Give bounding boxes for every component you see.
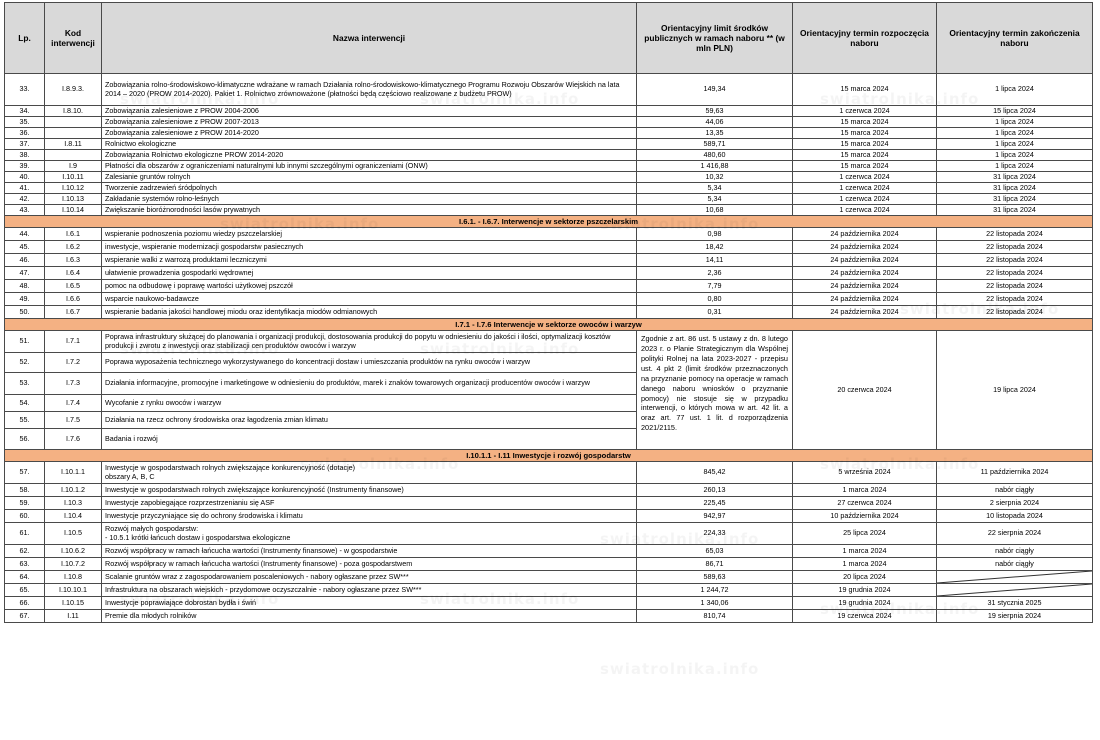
cell-lp: 63. bbox=[5, 558, 45, 571]
cell-lp: 35. bbox=[5, 117, 45, 128]
table-row bbox=[5, 510, 1093, 523]
cell-nazwa: pomoc na odbudowę i poprawę wartości użytkowej pszczół bbox=[102, 280, 637, 293]
cell-start: 1 czerwca 2024 bbox=[793, 183, 937, 194]
cell-nazwa-line: Rozwój małych gospodarstw: bbox=[105, 523, 199, 533]
cell-limit: 480,60 bbox=[637, 150, 793, 161]
header-limit: Orientacyjny limit środków publicznych w ramach naboru ** (w mln PLN) bbox=[637, 3, 793, 74]
table-row bbox=[5, 306, 1093, 319]
cell-limit: 10,32 bbox=[637, 172, 793, 183]
cell-lp: 40. bbox=[5, 172, 45, 183]
cell-lp: 50. bbox=[5, 306, 45, 319]
cell-lp: 53. bbox=[5, 373, 45, 395]
cell-kod: I.7.1 bbox=[45, 331, 102, 353]
header-kod: Kod interwencji bbox=[45, 3, 102, 74]
table-row bbox=[5, 139, 1093, 150]
cell-nazwa bbox=[102, 610, 637, 623]
cell-start: 24 października 2024 bbox=[793, 241, 937, 254]
cell-lp: 41. bbox=[5, 183, 45, 194]
cell-limit: 1 340,06 bbox=[637, 597, 793, 610]
cell-nazwa: Płatności dla obszarów z ograniczeniami naturalnymi lub innymi szczególnymi ograniczeniami (ONW) bbox=[102, 161, 637, 172]
cell-start: 24 października 2024 bbox=[793, 306, 937, 319]
cell-nazwa: Zakładanie systemów rolno-leśnych bbox=[102, 194, 637, 205]
cell-limit: 0,31 bbox=[637, 306, 793, 319]
cell-kod: I.10.15 bbox=[45, 597, 102, 610]
cell-limit: 7,79 bbox=[637, 280, 793, 293]
cell-lp: 57. bbox=[5, 462, 45, 484]
table-row bbox=[5, 497, 1093, 510]
cell-kod: I.6.6 bbox=[45, 293, 102, 306]
cell-nazwa: Wycofanie z rynku owoców i warzyw bbox=[102, 395, 637, 412]
cell-nazwa: wspieranie walki z warrozą produktami leczniczymi bbox=[102, 254, 637, 267]
cell-nazwa bbox=[102, 584, 637, 597]
cell-lp: 42. bbox=[5, 194, 45, 205]
cell-end: 22 listopada 2024 bbox=[937, 228, 1093, 241]
cell-nazwa bbox=[102, 484, 637, 497]
cell-limit: 1 244,72 bbox=[637, 584, 793, 597]
cell-end: 31 stycznia 2025 bbox=[937, 597, 1093, 610]
table-row bbox=[5, 584, 1093, 597]
cell-nazwa bbox=[102, 523, 637, 545]
cell-nazwa bbox=[102, 571, 637, 584]
cell-nazwa: Zalesianie gruntów rolnych bbox=[102, 172, 637, 183]
cell-nazwa bbox=[102, 497, 637, 510]
table-row bbox=[5, 183, 1093, 194]
table-row bbox=[5, 267, 1093, 280]
table-row bbox=[5, 484, 1093, 497]
cell-lp: 66. bbox=[5, 597, 45, 610]
interventions-table bbox=[4, 2, 1093, 623]
cell-lp: 61. bbox=[5, 523, 45, 545]
cell-start: 1 czerwca 2024 bbox=[793, 194, 937, 205]
cell-limit: 589,63 bbox=[637, 571, 793, 584]
table-row bbox=[5, 150, 1093, 161]
cell-end: 22 listopada 2024 bbox=[937, 293, 1093, 306]
table-row bbox=[5, 597, 1093, 610]
table-row bbox=[5, 161, 1093, 172]
cell-kod: I.7.2 bbox=[45, 353, 102, 373]
cell-nazwa: Zobowiązania Rolnictwo ekologiczne PROW 2014-2020 bbox=[102, 150, 637, 161]
cell-end: 31 lipca 2024 bbox=[937, 183, 1093, 194]
cell-nazwa: Zobowiązania zalesieniowe z PROW 2004-2006 bbox=[102, 106, 637, 117]
cell-limit: 942,97 bbox=[637, 510, 793, 523]
header-row bbox=[5, 3, 1093, 74]
cell-kod: I.10.12 bbox=[45, 183, 102, 194]
cell-end: 22 sierpnia 2024 bbox=[937, 523, 1093, 545]
cell-lp: 55. bbox=[5, 412, 45, 429]
cell-nazwa: Zwiększanie bioróżnorodności lasów prywatnych bbox=[102, 205, 637, 216]
cell-start: 19 grudnia 2024 bbox=[793, 597, 937, 610]
cell-kod: I.6.2 bbox=[45, 241, 102, 254]
cell-end: 22 listopada 2024 bbox=[937, 306, 1093, 319]
cell-kod: I.10.7.2 bbox=[45, 558, 102, 571]
cell-nazwa bbox=[102, 510, 637, 523]
cell-lp: 47. bbox=[5, 267, 45, 280]
cell-end: 11 października 2024 bbox=[937, 462, 1093, 484]
cell-lp: 54. bbox=[5, 395, 45, 412]
cell-lp: 48. bbox=[5, 280, 45, 293]
cell-lp: 58. bbox=[5, 484, 45, 497]
cell-nazwa-line: Infrastruktura na obszarach wiejskich - przydomowe oczyszczalnie - nabory ogłaszane przez SW*** bbox=[105, 584, 422, 594]
cell-limit: 810,74 bbox=[637, 610, 793, 623]
cell-nazwa: Działania informacyjne, promocyjne i marketingowe w odniesieniu do produktów, marek i znaków towarowych organizacji producentów owoców i warzyw bbox=[102, 373, 637, 395]
cell-kod bbox=[45, 128, 102, 139]
cell-start: 19 grudnia 2024 bbox=[793, 584, 937, 597]
cell-kod: I.10.5 bbox=[45, 523, 102, 545]
section-title: I.6.1. - I.6.7. Interwencje w sektorze pszczelarskim bbox=[5, 216, 1093, 228]
cell-start: 1 czerwca 2024 bbox=[793, 172, 937, 183]
cell-end: nabór ciągły bbox=[937, 545, 1093, 558]
cell-start: 1 marca 2024 bbox=[793, 484, 937, 497]
cell-nazwa-line: Inwestycje przyczyniające się do ochrony środowiska i klimatu bbox=[105, 510, 303, 520]
cell-kod: I.6.3 bbox=[45, 254, 102, 267]
table-row bbox=[5, 331, 1093, 353]
cell-kod: I.10.11 bbox=[45, 172, 102, 183]
cell-end: nabór ciągły bbox=[937, 484, 1093, 497]
cell-lp: 44. bbox=[5, 228, 45, 241]
cell-start: 24 października 2024 bbox=[793, 293, 937, 306]
cell-nazwa: Zobowiązania zalesieniowe z PROW 2007-2013 bbox=[102, 117, 637, 128]
cell-kod bbox=[45, 117, 102, 128]
cell-nazwa bbox=[102, 597, 637, 610]
cell-kod: I.11 bbox=[45, 610, 102, 623]
cell-end: 2 sierpnia 2024 bbox=[937, 497, 1093, 510]
cell-limit: 1 416,88 bbox=[637, 161, 793, 172]
cell-lp: 33. bbox=[5, 74, 45, 106]
cell-start: 24 października 2024 bbox=[793, 254, 937, 267]
cell-limit: 224,33 bbox=[637, 523, 793, 545]
cell-start: 24 października 2024 bbox=[793, 267, 937, 280]
section-row bbox=[5, 216, 1093, 228]
cell-kod: I.10.13 bbox=[45, 194, 102, 205]
cell-nazwa-line: Premie dla młodych rolników bbox=[105, 610, 197, 620]
cell-nazwa-line: Rozwój współpracy w ramach łańcucha wartości (Instrumenty finansowe) - poza gospodarstwem bbox=[105, 558, 413, 568]
cell-end: 1 lipca 2024 bbox=[937, 74, 1093, 106]
cell-nazwa: wspieranie badania jakości handlowej miodu oraz identyfikacja miodów odmianowych bbox=[102, 306, 637, 319]
cell-end: 1 lipca 2024 bbox=[937, 117, 1093, 128]
cell-lp: 45. bbox=[5, 241, 45, 254]
table-row bbox=[5, 172, 1093, 183]
cell-limit: 845,42 bbox=[637, 462, 793, 484]
cell-kod: I.10.3 bbox=[45, 497, 102, 510]
cell-lp: 34. bbox=[5, 106, 45, 117]
cell-end: 31 lipca 2024 bbox=[937, 194, 1093, 205]
cell-start: 15 marca 2024 bbox=[793, 161, 937, 172]
cell-start: 24 października 2024 bbox=[793, 228, 937, 241]
cell-end: 31 lipca 2024 bbox=[937, 172, 1093, 183]
cell-limit: 10,68 bbox=[637, 205, 793, 216]
cell-end-empty bbox=[937, 571, 1093, 584]
cell-nazwa: Rolnictwo ekologiczne bbox=[102, 139, 637, 150]
cell-start: 1 marca 2024 bbox=[793, 545, 937, 558]
table-row bbox=[5, 462, 1093, 484]
cell-nazwa: inwestycje, wspieranie modernizacji gospodarstw pasiecznych bbox=[102, 241, 637, 254]
cell-limit: 13,35 bbox=[637, 128, 793, 139]
cell-kod: I.10.1.2 bbox=[45, 484, 102, 497]
cell-start: 15 marca 2024 bbox=[793, 117, 937, 128]
cell-start: 15 marca 2024 bbox=[793, 139, 937, 150]
section-title: I.10.1.1 - I.11 Inwestycje i rozwój gospodarstw bbox=[5, 450, 1093, 462]
header-end: Orientacyjny termin zakończenia naboru bbox=[937, 3, 1093, 74]
section-row bbox=[5, 450, 1093, 462]
cell-end: 22 listopada 2024 bbox=[937, 267, 1093, 280]
cell-nazwa: Tworzenie zadrzewień śródpolnych bbox=[102, 183, 637, 194]
cell-nazwa: Działania na rzecz ochrony środowiska oraz łagodzenia zmian klimatu bbox=[102, 412, 637, 429]
cell-kod bbox=[45, 150, 102, 161]
cell-lp: 36. bbox=[5, 128, 45, 139]
cell-start: 24 października 2024 bbox=[793, 280, 937, 293]
cell-kod: I.9 bbox=[45, 161, 102, 172]
cell-kod: I.10.1.1 bbox=[45, 462, 102, 484]
cell-kod: I.8.10. bbox=[45, 106, 102, 117]
cell-limit: 65,03 bbox=[637, 545, 793, 558]
cell-start: 15 marca 2024 bbox=[793, 128, 937, 139]
cell-lp: 38. bbox=[5, 150, 45, 161]
watermark bbox=[600, 660, 759, 678]
cell-end-empty bbox=[937, 584, 1093, 597]
cell-nazwa-line: Inwestycje w gospodarstwach rolnych zwiększające konkurencyjność (Instrumenty finansowe) bbox=[105, 484, 404, 494]
section-title: I.7.1 - I.7.6 Interwencje w sektorze owoców i warzyw bbox=[5, 319, 1093, 331]
cell-limit: 14,11 bbox=[637, 254, 793, 267]
header-nazwa: Nazwa interwencji bbox=[102, 3, 637, 74]
cell-nazwa bbox=[102, 462, 637, 484]
cell-limit: 2,36 bbox=[637, 267, 793, 280]
cell-lp: 51. bbox=[5, 331, 45, 353]
cell-kod: I.7.4 bbox=[45, 395, 102, 412]
cell-kod: I.10.14 bbox=[45, 205, 102, 216]
cell-end: 1 lipca 2024 bbox=[937, 150, 1093, 161]
cell-lp: 37. bbox=[5, 139, 45, 150]
table-row bbox=[5, 228, 1093, 241]
cell-kod: I.7.6 bbox=[45, 429, 102, 450]
cell-kod: I.10.10.1 bbox=[45, 584, 102, 597]
cell-limit: 589,71 bbox=[637, 139, 793, 150]
cell-start: 27 czerwca 2024 bbox=[793, 497, 937, 510]
cell-lp: 39. bbox=[5, 161, 45, 172]
cell-kod: I.10.8 bbox=[45, 571, 102, 584]
cell-nazwa-line: Inwestycje poprawiające dobrostan bydła i świń bbox=[105, 597, 257, 607]
cell-lp: 64. bbox=[5, 571, 45, 584]
cell-start: 1 marca 2024 bbox=[793, 558, 937, 571]
cell-kod: I.8.11 bbox=[45, 139, 102, 150]
cell-kod: I.6.1 bbox=[45, 228, 102, 241]
cell-end: 15 lipca 2024 bbox=[937, 106, 1093, 117]
cell-start: 15 marca 2024 bbox=[793, 150, 937, 161]
cell-nazwa: Zobowiązania zalesieniowe z PROW 2014-2020 bbox=[102, 128, 637, 139]
table-row bbox=[5, 128, 1093, 139]
cell-limit: 260,13 bbox=[637, 484, 793, 497]
cell-nazwa: Zobowiązania rolno-środowiskowo-klimatyczne wdrażane w ramach Działania rolno-środowiskowo-klimatycznego Programu Rozwoju Obszarów Wiejskich na lata 2014 – 2020 (PROW 2014-2020). Pakiet 1. Rolnictwo zrównoważone (płatności będą częściowo realizowane z budżetu PROW) bbox=[102, 74, 637, 106]
cell-kod: I.7.5 bbox=[45, 412, 102, 429]
cell-lp: 62. bbox=[5, 545, 45, 558]
cell-lp: 60. bbox=[5, 510, 45, 523]
cell-lp: 52. bbox=[5, 353, 45, 373]
cell-nazwa: ułatwienie prowadzenia gospodarki wędrownej bbox=[102, 267, 637, 280]
cell-limit: 0,80 bbox=[637, 293, 793, 306]
cell-nazwa: wsparcie naukowo-badawcze bbox=[102, 293, 637, 306]
cell-nazwa-line: Rozwój współpracy w ramach łańcucha wartości (Instrumenty finansowe) - w gospodarstwie bbox=[105, 545, 398, 555]
cell-nazwa bbox=[102, 558, 637, 571]
cell-limit: 0,98 bbox=[637, 228, 793, 241]
cell-end: 10 listopada 2024 bbox=[937, 510, 1093, 523]
cell-lp: 65. bbox=[5, 584, 45, 597]
table-row bbox=[5, 254, 1093, 267]
cell-kod: I.8.9.3. bbox=[45, 74, 102, 106]
table-row bbox=[5, 205, 1093, 216]
table-row bbox=[5, 293, 1093, 306]
table-row bbox=[5, 610, 1093, 623]
cell-end: 19 sierpnia 2024 bbox=[937, 610, 1093, 623]
cell-nazwa: Badania i rozwój bbox=[102, 429, 637, 450]
cell-lp: 67. bbox=[5, 610, 45, 623]
cell-limit: 225,45 bbox=[637, 497, 793, 510]
cell-nazwa: wspieranie podnoszenia poziomu wiedzy pszczelarskiej bbox=[102, 228, 637, 241]
header-lp: Lp. bbox=[5, 3, 45, 74]
section-row bbox=[5, 319, 1093, 331]
cell-end: nabór ciągły bbox=[937, 558, 1093, 571]
cell-kod: I.7.3 bbox=[45, 373, 102, 395]
cell-limit-note: Zgodnie z art. 86 ust. 5 ustawy z dn. 8 lutego 2023 r. o Planie Strategicznym dla Wspólnej polityki Rolnej na lata 2023-2027 - przepisu ust. 4 pkt 2 (limit środków przeznaczonych na przyznanie pomocy na operacje w ramach danego naboru wniosków o przyznanie pomocy) nie stosuje się w przypadku interwencji, o których mowa w art. 42 lit. a oraz art. 77 ust. 1 lit. d rozporządzenia 2021/2115. bbox=[637, 331, 793, 450]
diagonal-strike bbox=[937, 584, 1092, 596]
cell-lp: 56. bbox=[5, 429, 45, 450]
table-body bbox=[5, 74, 1093, 623]
cell-start: 20 czerwca 2024 bbox=[793, 331, 937, 450]
cell-start: 1 czerwca 2024 bbox=[793, 205, 937, 216]
cell-nazwa-line: Inwestycje zapobiegające rozprzestrzenianiu się ASF bbox=[105, 497, 275, 507]
cell-kod: I.6.5 bbox=[45, 280, 102, 293]
cell-start: 10 października 2024 bbox=[793, 510, 937, 523]
cell-nazwa: Poprawa wyposażenia technicznego wykorzystywanego do koncentracji dostaw i umieszczania produktów na rynku owoców i warzyw bbox=[102, 353, 637, 373]
cell-end: 31 lipca 2024 bbox=[937, 205, 1093, 216]
cell-limit: 5,34 bbox=[637, 194, 793, 205]
table-row bbox=[5, 280, 1093, 293]
cell-nazwa bbox=[102, 545, 637, 558]
cell-lp: 43. bbox=[5, 205, 45, 216]
table-row bbox=[5, 106, 1093, 117]
cell-end: 1 lipca 2024 bbox=[937, 139, 1093, 150]
cell-start: 1 czerwca 2024 bbox=[793, 106, 937, 117]
cell-end: 19 lipca 2024 bbox=[937, 331, 1093, 450]
cell-limit: 149,34 bbox=[637, 74, 793, 106]
cell-start: 20 lipca 2024 bbox=[793, 571, 937, 584]
cell-kod: I.6.4 bbox=[45, 267, 102, 280]
cell-nazwa-line: obszary A, B, C bbox=[105, 471, 155, 481]
cell-end: 22 listopada 2024 bbox=[937, 280, 1093, 293]
cell-limit: 44,06 bbox=[637, 117, 793, 128]
cell-end: 22 listopada 2024 bbox=[937, 254, 1093, 267]
table-row bbox=[5, 558, 1093, 571]
cell-end: 22 listopada 2024 bbox=[937, 241, 1093, 254]
cell-lp: 46. bbox=[5, 254, 45, 267]
cell-limit: 5,34 bbox=[637, 183, 793, 194]
table-row bbox=[5, 241, 1093, 254]
cell-nazwa-line: Inwestycje w gospodarstwach rolnych zwiększające konkurencyjność (dotacje) bbox=[105, 462, 356, 472]
cell-start: 15 marca 2024 bbox=[793, 74, 937, 106]
header-start: Orientacyjny termin rozpoczęcia naboru bbox=[793, 3, 937, 74]
cell-end: 1 lipca 2024 bbox=[937, 161, 1093, 172]
cell-lp: 49. bbox=[5, 293, 45, 306]
cell-start: 19 czerwca 2024 bbox=[793, 610, 937, 623]
cell-nazwa-line: - 10.5.1 krótki łańcuch dostaw i gospodarstwa ekologiczne bbox=[105, 532, 291, 542]
cell-start: 25 lipca 2024 bbox=[793, 523, 937, 545]
table-row bbox=[5, 545, 1093, 558]
cell-kod: I.10.6.2 bbox=[45, 545, 102, 558]
cell-start: 5 września 2024 bbox=[793, 462, 937, 484]
cell-nazwa-line: Scalanie gruntów wraz z zagospodarowaniem poscaleniowych - nabory ogłaszane przez SW*** bbox=[105, 571, 409, 581]
cell-limit: 59,63 bbox=[637, 106, 793, 117]
table-row bbox=[5, 117, 1093, 128]
cell-limit: 86,71 bbox=[637, 558, 793, 571]
cell-kod: I.6.7 bbox=[45, 306, 102, 319]
cell-lp: 59. bbox=[5, 497, 45, 510]
table-row bbox=[5, 194, 1093, 205]
table-row bbox=[5, 571, 1093, 584]
diagonal-strike bbox=[937, 571, 1092, 583]
table-row bbox=[5, 74, 1093, 106]
table-row bbox=[5, 523, 1093, 545]
cell-end: 1 lipca 2024 bbox=[937, 128, 1093, 139]
cell-nazwa: Poprawa infrastruktury służącej do planowania i organizacji produkcji, dostosowania produkcji do popytu w odniesieniu do jakości i ilości, optymalizacji kosztów produkcji i zwrotu z inwestycji oraz stabilizacji cen produktów owoców i warzyw bbox=[102, 331, 637, 353]
cell-kod: I.10.4 bbox=[45, 510, 102, 523]
cell-limit: 18,42 bbox=[637, 241, 793, 254]
